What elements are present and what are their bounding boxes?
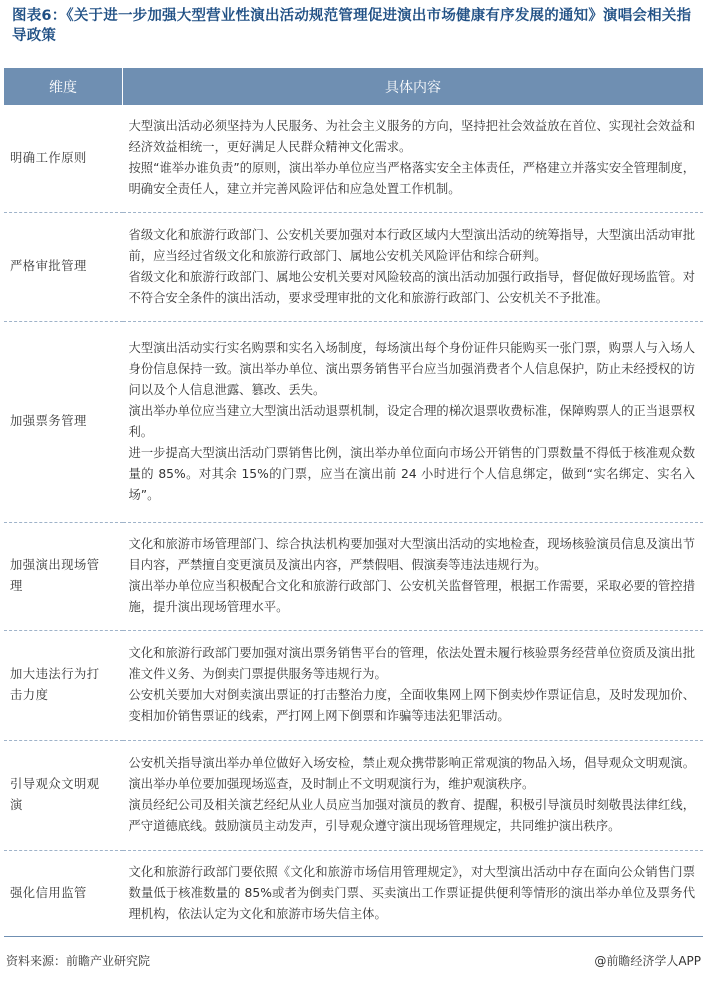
table-row	[4, 630, 703, 740]
footer	[6, 952, 701, 969]
header-content: 具体内容	[123, 68, 704, 105]
row-dimension: 强化信用监管	[4, 850, 123, 936]
table-row	[4, 740, 703, 850]
content-paragraph: 大型演出活动实行实名购票和实名入场制度，每场演出每个身份证件只能购买一张门票，购票人与入场人身份信息保持一致。演出举办单位、演出票务销售平台应当加强消费者个人信息保护，防止未经授权的访问以及个人信息泄露、篡改、丢失。	[128, 340, 695, 397]
row-dimension: 加强演出现场管理	[4, 522, 123, 630]
table-header-row	[4, 68, 703, 105]
table-row	[4, 105, 703, 212]
row-content	[123, 850, 704, 936]
row-content	[123, 630, 704, 740]
content-paragraph: 省级文化和旅游行政部门、属地公安机关要对风险较高的演出活动加强行政指导，督促做好现场监管。对不符合安全条件的演出活动，要求受理审批的文化和旅游行政部门、公安机关不予批准。	[128, 269, 695, 305]
content-paragraph: 省级文化和旅游行政部门、公安机关要加强对本行政区域内大型演出活动的统筹指导，大型演出活动审批前，应当经过省级文化和旅游行政部门、属地公安机关风险评估和综合研判。	[128, 227, 695, 263]
table-row	[4, 850, 703, 936]
table-row	[4, 321, 703, 522]
content-paragraph: 文化和旅游行政部门要依照《文化和旅游市场信用管理规定》，对大型演出活动中存在面向公众销售门票数量低于核准数量的 85%或者为倒卖门票、买卖演出工作票证提供便利等情形的演出举办单位及票务代理机构，依法认定为文化和旅游市场失信主体。	[128, 864, 695, 921]
figure-title: 图表6：《关于进一步加强大型营业性演出活动规范管理促进演出市场健康有序发展的通知》演唱会相关指导政策	[12, 8, 692, 44]
table-row	[4, 522, 703, 630]
row-content	[123, 740, 704, 850]
content-paragraph: 进一步提高大型演出活动门票销售比例，演出举办单位面向市场公开销售的门票数量不得低于核准观众数量的 85%。对其余 15%的门票，应当在演出前 24 小时进行个人信息绑定，做到“实名绑定、实名入场”。	[128, 445, 695, 502]
row-content	[123, 105, 704, 212]
content-paragraph: 公安机关要加大对倒卖演出票证的打击整治力度，全面收集网上网下倒卖炒作票证信息，及时发现加价、变相加价销售票证的线索，严打网上网下倒票和诈骗等违法犯罪活动。	[128, 688, 695, 723]
content-paragraph: 按照“谁举办谁负责”的原则，演出举办单位应当严格落实安全主体责任，严格建立并落实安全管理制度，明确安全责任人，建立并完善风险评估和应急处置工作机制。	[128, 161, 695, 197]
content-paragraph: 文化和旅游行政部门要加强对演出票务销售平台的管理，依法处置未履行核验票务经营单位资质及演出批准文件义务、为倒卖门票提供服务等违规行为。	[128, 646, 695, 681]
content-paragraph: 大型演出活动必须坚持为人民服务、为社会主义服务的方向，坚持把社会效益放在首位、实现社会效益和经济效益相统一，更好满足人民群众精神文化需求。	[128, 119, 695, 155]
row-content	[123, 212, 704, 321]
row-dimension: 引导观众文明观演	[4, 740, 123, 850]
table-row	[4, 212, 703, 321]
content-paragraph: 演员经纪公司及相关演艺经纪从业人员应当加强对演员的教育、提醒，积极引导演员时刻敬畏法律红线，严守道德底线。鼓励演员主动发声，引导观众遵守演出现场管理规定，共同维护演出秩序。	[128, 798, 695, 833]
policy-table	[4, 68, 703, 937]
row-dimension: 严格审批管理	[4, 212, 123, 321]
content-paragraph: 公安机关指导演出举办单位做好入场安检，禁止观众携带影响正常观演的物品入场，倡导观众文明观演。演出举办单位要加强现场巡查，及时制止不文明观演行为，维护观演秩序。	[128, 756, 695, 791]
header-dimension: 维度	[4, 68, 123, 105]
source-note: 资料来源：前瞻产业研究院	[6, 954, 151, 968]
content-paragraph: 演出举办单位应当建立大型演出活动退票机制，设定合理的梯次退票收费标准，保障购票人的正当退票权利。	[128, 403, 695, 439]
row-dimension: 加强票务管理	[4, 321, 123, 522]
brand-credit: @前瞻经济学人APP	[594, 954, 701, 968]
content-paragraph: 演出举办单位应当积极配合文化和旅游行政部门、公安机关监督管理，根据工作需要，采取必要的管控措施，提升演出现场管理水平。	[128, 579, 695, 614]
content-paragraph: 文化和旅游市场管理部门、综合执法机构要加强对大型演出活动的实地检查，现场核验演员信息及演出节目内容，严禁擅自变更演员及演出内容，严禁假唱、假演奏等违法违规行为。	[128, 537, 695, 572]
row-dimension: 加大违法行为打击力度	[4, 630, 123, 740]
row-content	[123, 321, 704, 522]
row-dimension: 明确工作原则	[4, 105, 123, 212]
row-content	[123, 522, 704, 630]
